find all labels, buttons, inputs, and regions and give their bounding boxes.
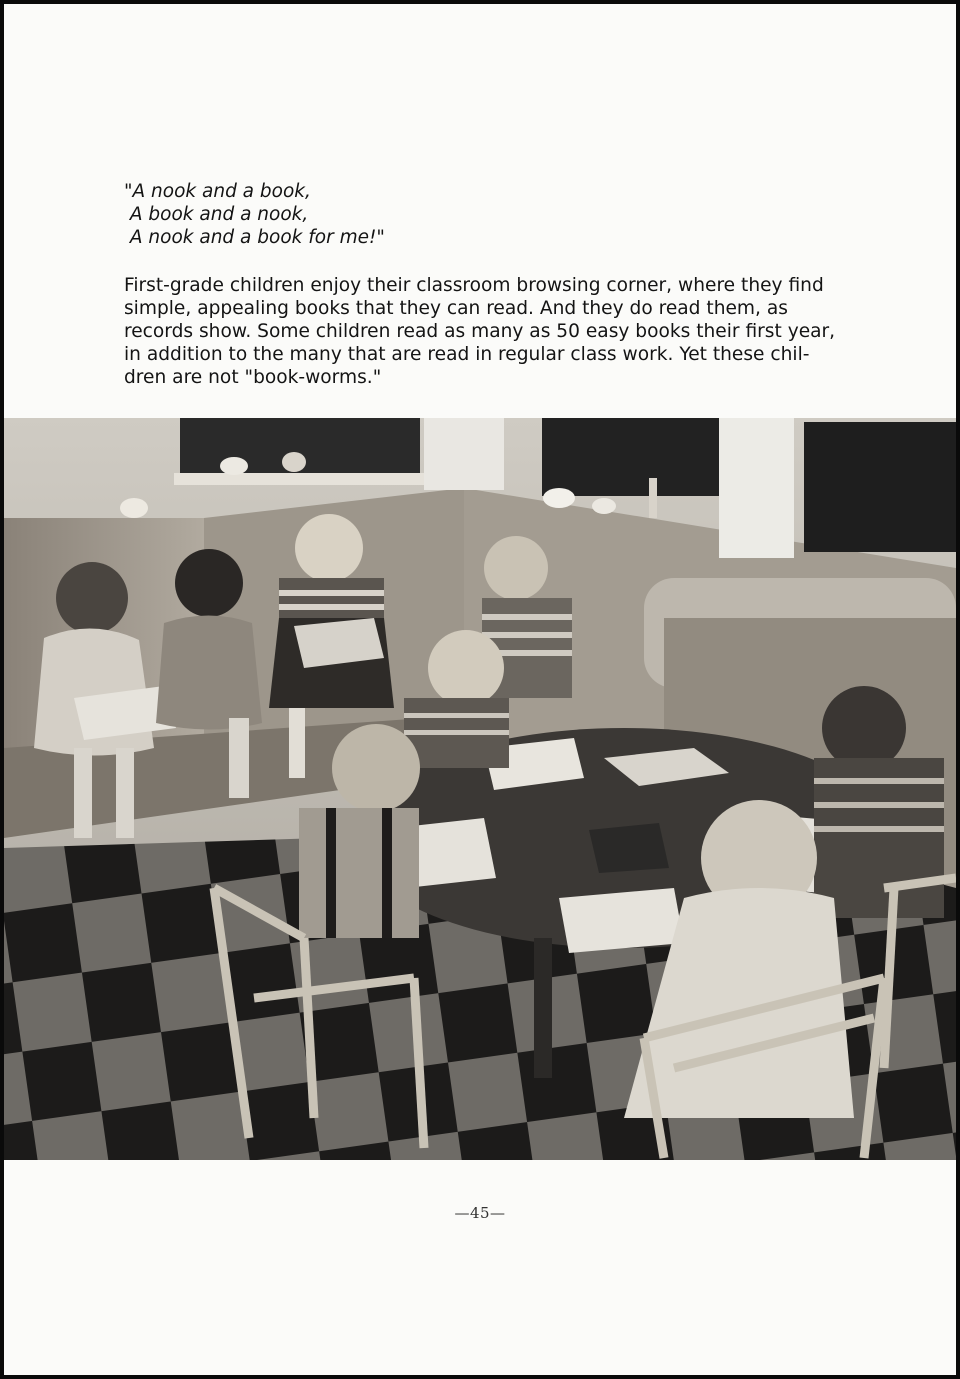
caption-line: simple, appealing books that they can read. And they do read them, as (124, 298, 788, 319)
classroom-photo (4, 418, 956, 1160)
poem-line: A nook and a book for me!" (124, 227, 385, 248)
caption-line: records show. Some children read as many as 50 easy books their first year, (124, 321, 836, 342)
poem-quote (124, 180, 385, 249)
poem-line: A book and a nook, (124, 204, 309, 225)
classroom-photo-illustration (4, 418, 956, 1160)
page-number: —45— (454, 1204, 506, 1222)
caption-line: dren are not "book-worms." (124, 367, 382, 388)
poem-line: "A nook and a book, (124, 181, 311, 202)
document-page (4, 4, 956, 1375)
caption-line: in addition to the many that are read in regular class work. Yet these chil- (124, 344, 810, 365)
caption-paragraph (124, 274, 836, 389)
caption-line: First-grade children enjoy their classroom browsing corner, where they find (124, 275, 824, 296)
